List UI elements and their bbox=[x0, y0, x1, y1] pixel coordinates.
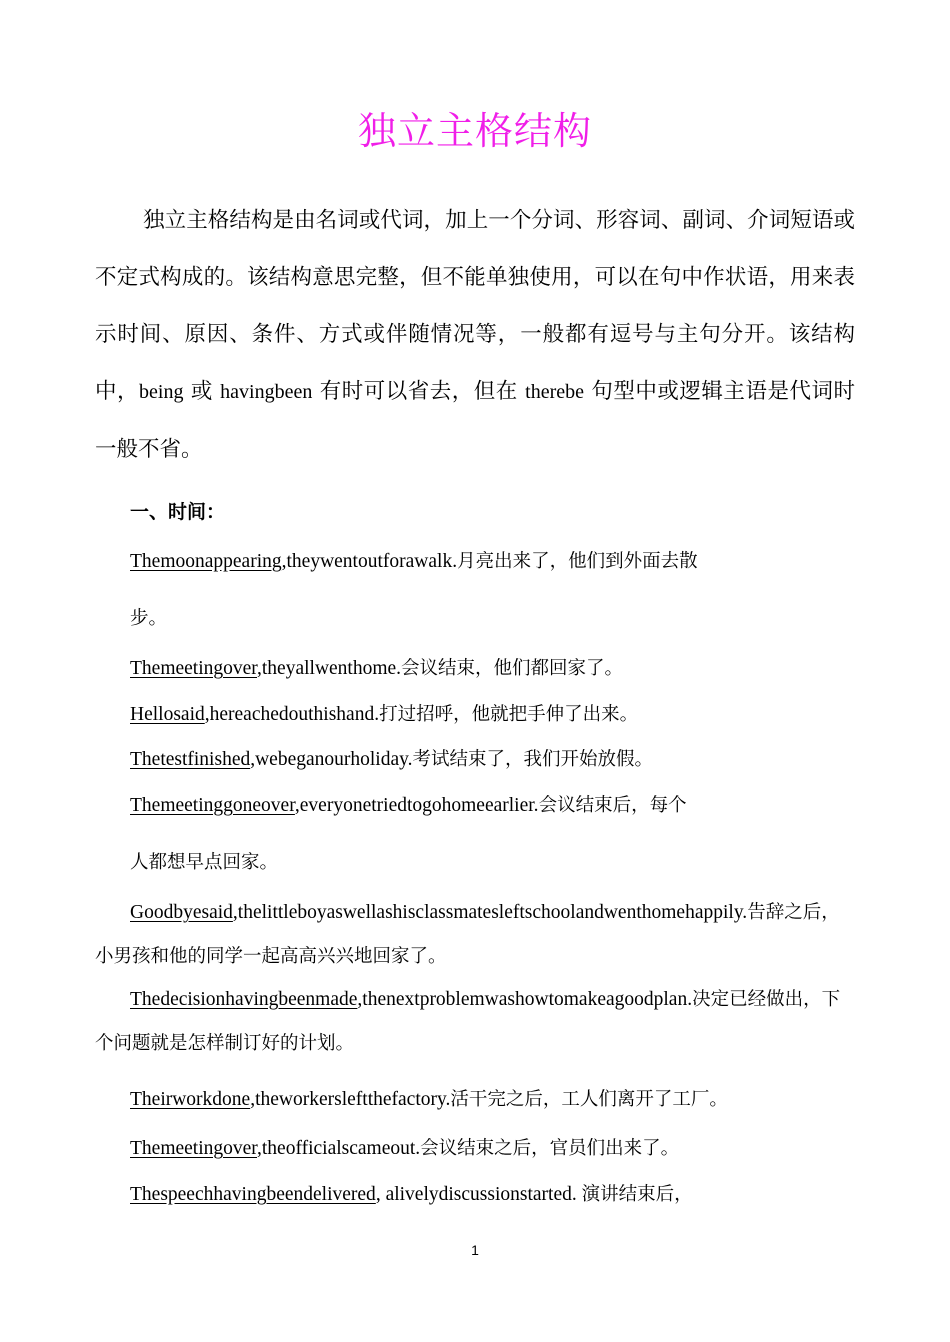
example-sentence bbox=[130, 745, 860, 775]
main-clause: ,theyallwenthome. bbox=[257, 658, 402, 679]
main-clause: , alivelydiscussionstarted. bbox=[375, 1184, 582, 1205]
absolute-phrase: Thespeechhavingbeendelivered bbox=[130, 1184, 376, 1205]
main-clause: ,everyonetriedtogohomeearlier. bbox=[294, 795, 539, 816]
translation: 会议结束，他们都回家了。 bbox=[401, 658, 624, 679]
absolute-phrase: Goodbyesaid bbox=[130, 902, 233, 923]
example-sentence bbox=[130, 1134, 860, 1164]
absolute-phrase: Themeetinggoneover bbox=[130, 795, 295, 816]
intro-term-being: being bbox=[139, 381, 184, 403]
translation-continued: 人都想早点回家。 bbox=[130, 852, 279, 873]
main-clause: ,theofficialscameout. bbox=[257, 1138, 421, 1159]
intro-text-1: 独立主格结构是由名词或代词，加上一个分词、形容词、副词、介词短语或不定式构成的。该结构意思完整，但不能单独使用，可以在句中作状语，用来表示时间、原因、条件、方式或伴随情况等，一般都有逗号与主句分开。该结构中， bbox=[95, 208, 855, 404]
example-sentence bbox=[130, 654, 860, 684]
translation-continued: 步。 bbox=[130, 608, 168, 629]
main-clause: ,thelittleboyaswellashisclassmatesleftschoolandwenthomehappily. bbox=[232, 902, 748, 923]
translation: 演讲结束后， bbox=[581, 1184, 693, 1205]
example-sentence bbox=[130, 700, 860, 730]
main-clause: ,thenextproblemwashowtomakeagoodplan. bbox=[357, 989, 693, 1010]
main-clause: ,webeganourholiday. bbox=[250, 749, 413, 770]
page-title: 独立主格结构 bbox=[357, 109, 592, 153]
example-sentence bbox=[130, 547, 860, 577]
translation: 决定已经做出，下个问题就是怎样制订好的计划。 bbox=[95, 989, 841, 1054]
translation: 考试结束了，我们开始放假。 bbox=[412, 749, 653, 770]
intro-text-4: 句型中或逻辑主语是代词时一般不省。 bbox=[95, 379, 855, 462]
example-sentence bbox=[95, 891, 857, 979]
intro-text-3: 有时可以省去，但在 bbox=[312, 379, 526, 404]
section-heading-time: 一、时间： bbox=[130, 501, 226, 523]
intro-text-2: 或 bbox=[183, 379, 221, 404]
example-sentence bbox=[95, 978, 857, 1066]
translation: 月亮出来了，他们到外面去散 bbox=[457, 551, 698, 572]
absolute-phrase: Thedecisionhavingbeenmade bbox=[130, 989, 358, 1010]
main-clause: ,theywentoutforawalk. bbox=[281, 551, 458, 572]
example-sentence bbox=[130, 791, 860, 821]
translation: 活干完之后，工人们离开了工厂。 bbox=[450, 1089, 728, 1110]
absolute-phrase: Themoonappearing bbox=[130, 551, 282, 572]
example-sentence bbox=[130, 1180, 860, 1210]
main-clause: ,hereachedouthishand. bbox=[204, 704, 380, 725]
absolute-phrase: Themeetingover bbox=[130, 658, 257, 679]
example-sentence bbox=[130, 1085, 860, 1115]
translation: 告辞之后，小男孩和他的同学一起高高兴兴地回家了。 bbox=[95, 902, 840, 967]
translation: 会议结束后，每个 bbox=[538, 795, 687, 816]
intro-paragraph bbox=[95, 192, 855, 478]
translation: 打过招呼，他就把手伸了出来。 bbox=[379, 704, 639, 725]
absolute-phrase: Themeetingover bbox=[130, 1138, 257, 1159]
main-clause: ,theworkersleftthefactory. bbox=[250, 1089, 451, 1110]
translation: 会议结束之后，官员们出来了。 bbox=[420, 1138, 680, 1159]
absolute-phrase: Theirworkdone bbox=[130, 1089, 251, 1110]
absolute-phrase: Hellosaid bbox=[130, 704, 205, 725]
intro-term-therebe: therebe bbox=[525, 381, 585, 403]
intro-term-havingbeen: havingbeen bbox=[220, 381, 313, 403]
absolute-phrase: Thetestfinished bbox=[130, 749, 251, 770]
page-number: 1 bbox=[471, 1242, 479, 1258]
